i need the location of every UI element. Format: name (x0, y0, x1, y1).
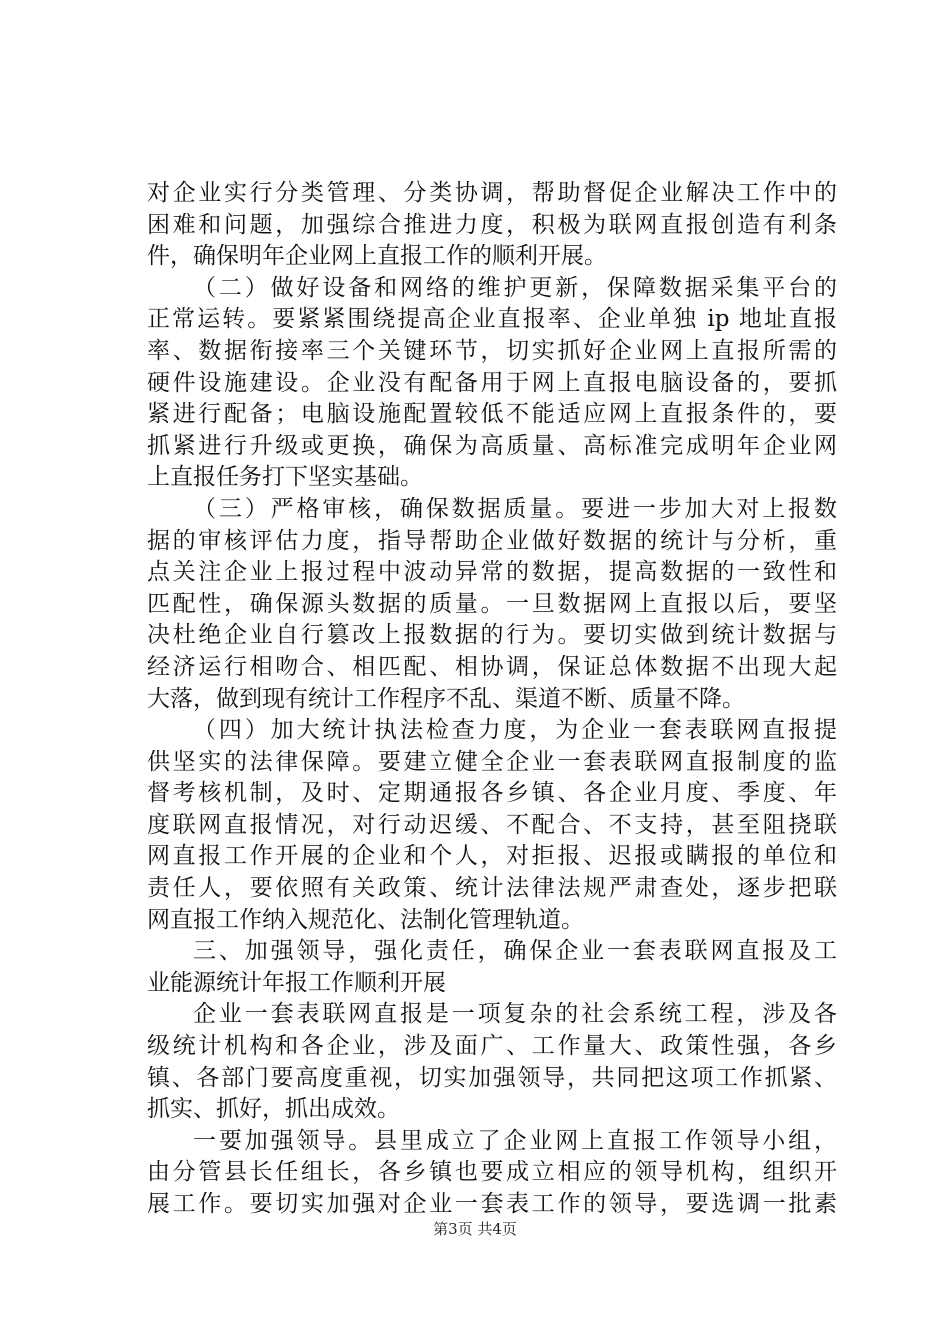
text-line: 展工作。要切实加强对企业一套表工作的领导，要选调一批素 (147, 1191, 837, 1217)
text-line: 镇、各部门要高度重视，切实加强领导，共同把这项工作抓紧、 (147, 1064, 837, 1091)
text-line: 率、数据衔接率三个关键环节，切实抓好企业网上直报所需的 (147, 337, 837, 364)
text-line: 决杜绝企业自行篡改上报数据的行为。要切实做到统计数据与 (147, 622, 837, 649)
text-line: 据的审核评估力度，指导帮助企业做好数据的统计与分析，重 (147, 527, 837, 554)
text-line: 三、加强领导，强化责任，确保企业一套表联网直报及工 (193, 938, 837, 965)
text-line: （二）做好设备和网络的维护更新，保障数据采集平台的 (193, 274, 837, 301)
text-line: 一要加强领导。县里成立了企业网上直报工作领导小组， (193, 1127, 837, 1154)
text-line: 硬件设施建设。企业没有配备用于网上直报电脑设备的，要抓 (147, 369, 837, 396)
text-line: 抓紧进行升级或更换，确保为高质量、高标准完成明年企业网 (147, 432, 837, 459)
text-line: 件，确保明年企业网上直报工作的顺利开展。 (147, 243, 607, 270)
text-line: 度联网直报情况，对行动迟缓、不配合、不支持，甚至阻挠联 (147, 811, 837, 838)
text-line: 责任人，要依照有关政策、统计法律法规严肃查处，逐步把联 (147, 875, 837, 902)
text-line: （四）加大统计执法检查力度，为企业一套表联网直报提 (193, 717, 837, 744)
text-line: 网直报工作开展的企业和个人，对拒报、迟报或瞒报的单位和 (147, 843, 837, 870)
text-line: 困难和问题，加强综合推进力度，积极为联网直报创造有利条 (147, 211, 837, 238)
text-line: 经济运行相吻合、相匹配、相协调，保证总体数据不出现大起 (147, 653, 837, 680)
text-line: 抓实、抓好，抓出成效。 (147, 1096, 400, 1123)
text-line: 大落，做到现有统计工作程序不乱、渠道不断、质量不降。 (147, 685, 745, 712)
text-line: 对企业实行分类管理、分类协调，帮助督促企业解决工作中的 (147, 180, 837, 206)
text-line: 业能源统计年报工作顺利开展 (147, 969, 446, 996)
text-line: 供坚实的法律保障。要建立健全企业一套表联网直报制度的监 (147, 748, 837, 775)
text-line: 正常运转。要紧紧围绕提高企业直报率、企业单独 ip 地址直报 (147, 306, 837, 333)
text-line: 级统计机构和各企业，涉及面广、工作量大、政策性强，各乡 (147, 1033, 837, 1060)
text-line: 紧进行配备；电脑设施配置较低不能适应网上直报条件的，要 (147, 401, 837, 428)
text-line: 匹配性，确保源头数据的质量。一旦数据网上直报以后，要坚 (147, 590, 837, 617)
text-line: （三）严格审核，确保数据质量。要进一步加大对上报数 (193, 495, 837, 522)
text-line: 由分管县长任组长，各乡镇也要成立相应的领导机构，组织开 (147, 1159, 837, 1186)
text-line: 点关注企业上报过程中波动异常的数据，提高数据的一致性和 (147, 559, 837, 586)
document-body (147, 178, 837, 1221)
text-line: 企业一套表联网直报是一项复杂的社会系统工程，涉及各 (193, 1001, 837, 1028)
page-footer: 第3页 共4页 (433, 1220, 517, 1238)
text-line: 上直报任务打下坚实基础。 (147, 464, 423, 491)
text-line: 网直报工作纳入规范化、法制化管理轨道。 (147, 906, 584, 933)
text-line: 督考核机制，及时、定期通报各乡镇、各企业月度、季度、年 (147, 780, 837, 807)
